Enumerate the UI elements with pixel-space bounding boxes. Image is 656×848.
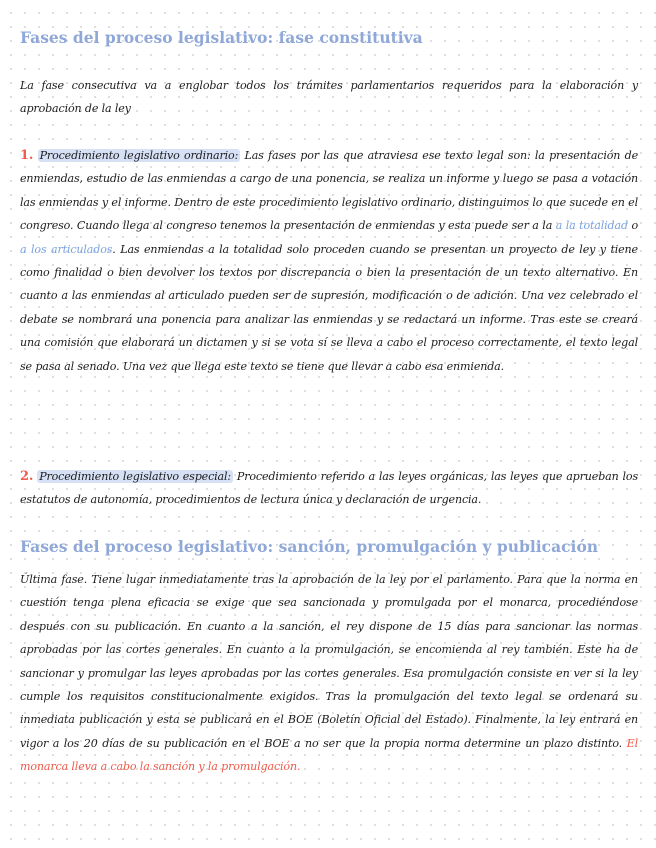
- ordinary-procedure-title: Procedimiento legislativo ordinario:: [39, 149, 239, 162]
- special-procedure-title: Procedimiento legislativo especial:: [39, 470, 231, 483]
- special-procedure-text: Procedimiento referido a las leyes orgánicas, las leyes que aprueban los estatutos de autonomía, procedimientos de lectura única y declaración de urgencia.: [20, 470, 638, 507]
- monarch-note: El monarca lleva a cabo la sanción y la promulgación.: [20, 736, 638, 774]
- intro-paragraph: La fase consecutiva va a englobar todos los trámites parlamentarios requeridos para la elaboración y aprobación de la ley: [20, 79, 638, 116]
- special-procedure-paragraph: [20, 465, 638, 512]
- amendment-articles-term: a los articulados: [20, 242, 113, 256]
- ordinary-procedure-paragraph: [20, 144, 638, 378]
- item-number-1: 1.: [20, 148, 34, 163]
- amendment-totality-term: a la totalidad: [555, 219, 628, 233]
- sanction-text: Última fase. Tiene lugar inmediatamente tras la aprobación de la ley por el parlamento. Para que la norma en cuestión tenga plena eficacia se exige que sea sancionada y promulgada por el monarca, procediéndose después con su publicación. En cuanto a la sanción, el rey dispone de 15 días para sancionar las normas aprobadas por las cortes generales. En cuanto a la promulgación, se encomienda al rey también. Este ha de sancionar y promulgar las leyes aprobadas por las cortes generales. Esa promulgación consiste en ver si la ley cumple los requisitos constitucionalmente exigidos. Tras la promulgación del texto legal se ordenará su inmediata publicación y esta se publicará en el BOE (Boletín Oficial del Estado). Finalmente, la ley entrará en vigor a los 20 días de su publicación en el BOE a no ser que la propia norma determine un plazo distinto.: [20, 573, 638, 750]
- section-title-sanction-phase: Fases del proceso legislativo: sanción, promulgación y publicación: [20, 537, 599, 556]
- ordinary-procedure-text-c: . Las enmiendas a la totalidad solo proceden cuando se presentan un proyecto de ley y tiene como finalidad o bien devolver los textos por discrepancia o bien la presentación de un texto alternativo. En cuanto a las enmiendas al articulado pueden ser de supresión, modificación o de adición. Una vez celebrado el debate se nombrará una ponencia para analizar las enmiendas y se redactará un informe. Tras este se creará una comisión que elaborará un dictamen y si se vota sí se lleva a cabo el proceso correctamente, el texto legal se pasa al senado. Una vez que llega este texto se tiene que llevar a cabo esa enmienda.: [20, 242, 638, 373]
- item-number-2: 2.: [20, 469, 34, 484]
- section-title-constitutive-phase: Fases del proceso legislativo: fase constitutiva: [20, 28, 423, 47]
- ordinary-procedure-text-a: Las fases por las que atraviesa ese texto legal son: la presentación de enmiendas, estudio de las enmiendas a cargo de una ponencia, se realiza un informe y luego se pasa a votación las enmiendas y el informe. Dentro de este procedimiento legislativo ordinario, distinguimos lo que sucede en el congreso. Cuando llega al congreso tenemos la presentación de enmiendas y esta puede ser a la: [20, 149, 638, 233]
- ordinary-procedure-text-b: o: [627, 219, 639, 233]
- sanction-paragraph: [20, 568, 638, 779]
